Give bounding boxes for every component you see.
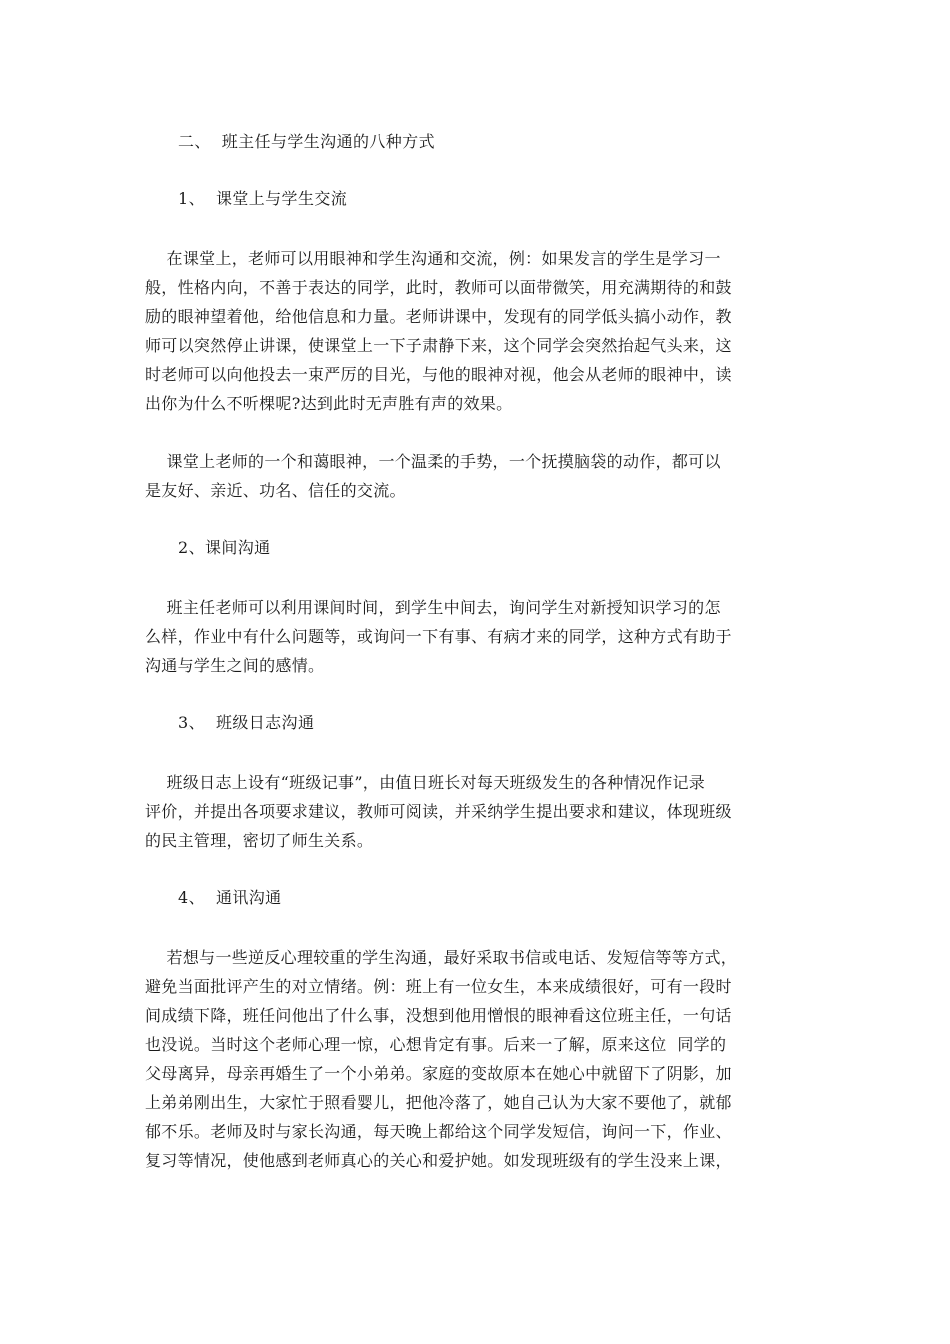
paragraph-line: 避免当面批评产生的对立情绪。例：班上有一位女生，本来成绩很好，可有一段时	[145, 977, 732, 996]
section-title: 二、 班主任与学生沟通的八种方式	[178, 132, 435, 151]
paragraph-line: 间成绩下降，班任问他出了什么事，没想到他用憎恨的眼神看这位班主任，一句话	[145, 1006, 732, 1025]
heading-3: 3、 班级日志沟通	[178, 713, 315, 732]
paragraph-line: 郁不乐。老师及时与家长沟通，每天晚上都给这个同学发短信，询问一下，作业、	[145, 1122, 732, 1141]
paragraph-line: 出你为什么不听棵呢?达到此时无声胜有声的效果。	[145, 394, 513, 413]
paragraph-line: 班主任老师可以利用课间时间，到学生中间去，询问学生对新授知识学习的怎	[145, 598, 721, 617]
paragraph-line: 复习等情况，使他感到老师真心的关心和爱护她。如发现班级有的学生没来上课，	[145, 1151, 732, 1170]
paragraph-line: 般，性格内向，不善于表达的同学，此时，教师可以面带微笑，用充满期待的和鼓	[145, 278, 732, 297]
paragraph-line: 上弟弟刚出生，大家忙于照看婴儿，把他冷落了，她自己认为大家不要他了，就郁	[145, 1093, 732, 1112]
paragraph-line: 班级日志上设有“班级记事”，由值日班长对每天班级发生的各种情况作记录	[145, 773, 706, 792]
paragraph-line: 也没说。当时这个老师心理一惊，心想肯定有事。后来一了解，原来这位 同学的	[145, 1035, 727, 1054]
paragraph-line: 沟通与学生之间的感情。	[145, 656, 325, 675]
paragraph-line: 若想与一些逆反心理较重的学生沟通，最好采取书信或电话、发短信等等方式，	[145, 948, 738, 967]
paragraph-line: 在课堂上，老师可以用眼神和学生沟通和交流，例：如果发言的学生是学习一	[145, 249, 721, 268]
paragraph-1	[145, 244, 761, 418]
paragraph-3	[145, 593, 761, 680]
paragraph-line: 评价，并提出各项要求建议，教师可阅读，并采纳学生提出要求和建议，体现班级	[145, 802, 732, 821]
paragraph-line: 是友好、亲近、功名、信任的交流。	[145, 481, 406, 500]
paragraph-line: 课堂上老师的一个和蔼眼神，一个温柔的手势，一个抚摸脑袋的动作，都可以	[145, 452, 721, 471]
paragraph-line: 励的眼神望着他，给他信息和力量。老师讲课中，发现有的同学低头搞小动作，教	[145, 307, 732, 326]
paragraph-line: 的民主管理，密切了师生关系。	[145, 831, 374, 850]
heading-1: 1、 课堂上与学生交流	[178, 189, 348, 208]
paragraph-4	[145, 768, 761, 855]
paragraph-line: 么样，作业中有什么问题等，或询问一下有事、有病才来的同学，这种方式有助于	[145, 627, 732, 646]
paragraph-2	[145, 447, 761, 505]
paragraph-line: 父母离异，母亲再婚生了一个小弟弟。家庭的变故原本在她心中就留下了阴影，加	[145, 1064, 732, 1083]
paragraph-line: 师可以突然停止讲课，使课堂上一下子肃静下来，这个同学会突然抬起气头来，这	[145, 336, 732, 355]
heading-2: 2、课间沟通	[178, 538, 271, 557]
heading-4: 4、 通讯沟通	[178, 888, 282, 907]
paragraph-5	[145, 943, 761, 1175]
paragraph-line: 时老师可以向他投去一束严厉的目光，与他的眼神对视，他会从老师的眼神中，读	[145, 365, 732, 384]
